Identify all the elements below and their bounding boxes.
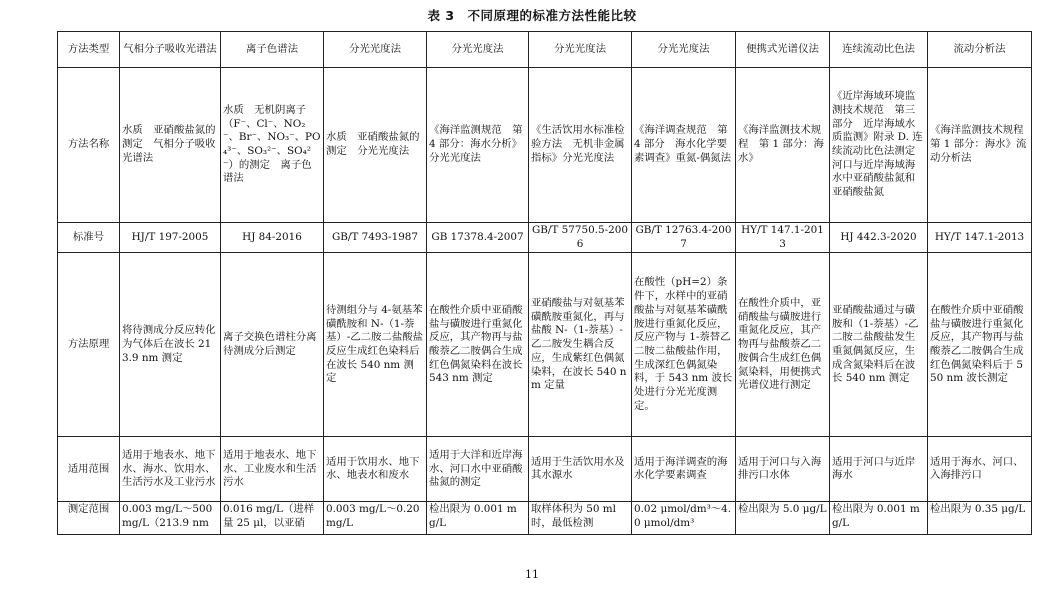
table-row: [58, 223, 1032, 253]
method-type-cell: 分光光度法: [529, 32, 632, 68]
table-row: [58, 502, 1032, 535]
method-type-cell: 气相分子吸收光谱法: [120, 32, 221, 68]
method-type-cell: 分光光度法: [632, 32, 736, 68]
table-row: [58, 68, 1032, 223]
method-principle-cell: 待测组分与 4-氨基苯磺酰胺和 N-（1-萘基）-乙二胺二盐酸盐反应生成红色染料后在波长 540 nm 测定: [324, 253, 427, 437]
method-type-cell: 便携式光谱仪法: [736, 32, 830, 68]
method-principle-cell: 在酸性介质中，亚硝酸盐与磺胺进行重氮化反应，其产物再与盐酸萘乙二胺偶合生成红色偶氮染料，用便携式光谱仪进行测定: [736, 253, 830, 437]
measurement-range-cell: 0.016 mg/L（进样量 25 μl，以亚硝: [221, 502, 324, 535]
measurement-range-cell: 检出限为 0.001 mg/L: [830, 502, 928, 535]
standard-number-cell: GB 17378.4-2007: [427, 223, 529, 253]
method-name-cell: 《近岸海域环境监测技术规范 第三部分 近岸海域水质监测》附录 D. 连续流动比色法测定河口与近岸海域海水中亚硝酸盐氮和亚硝酸盐氮: [830, 68, 928, 223]
method-name-cell: 《海洋监测技术规程 第 1 部分：海水》: [736, 68, 830, 223]
method-name-cell: 水质 亚硝酸盐氮的测定 气相分子吸收光谱法: [120, 68, 221, 223]
method-name-cell: 水质 亚硝酸盐氮的测定 分光光度法: [324, 68, 427, 223]
method-principle-cell: 在酸性（pH=2）条件下，水样中的亚硝酸盐与对氨基苯磺酰胺进行重氮化反应，反应产物与 1-萘替乙二胺二盐酸盐作用，生成深红色偶氮染料，于 543 nm 波长处进行分光光度测定。: [632, 253, 736, 437]
applicable-scope-cell: 适用于河口与入海排污口水体: [736, 437, 830, 502]
method-principle-cell: 亚硝酸盐通过与磺胺和（1-萘基）-乙二胺二盐酸盐发生重氮偶氮反应，生成含氮染料后在波长 540 nm 测定: [830, 253, 928, 437]
measurement-range-cell: 0.003 mg/L～0.20 mg/L: [324, 502, 427, 535]
applicable-scope-cell: 适用于海水、河口、入海排污口: [928, 437, 1032, 502]
measurement-range-cell: 取样体积为 50 ml 时，最低检测: [529, 502, 632, 535]
applicable-scope-cell: 适用于生活饮用水及其水源水: [529, 437, 632, 502]
table-row: [58, 253, 1032, 437]
standard-number-cell: HY/T 147.1-2013: [736, 223, 830, 253]
measurement-range-cell: 检出限为 0.001 mg/L: [427, 502, 529, 535]
row-label: 方法原理: [58, 253, 120, 437]
applicable-scope-cell: 适用于地表水、地下水、海水、饮用水、生活污水及工业污水: [120, 437, 221, 502]
row-label: 方法名称: [58, 68, 120, 223]
standard-number-cell: HY/T 147.1-2013: [928, 223, 1032, 253]
row-label: 标准号: [58, 223, 120, 253]
standard-number-cell: GB/T 12763.4-2007: [632, 223, 736, 253]
method-name-cell: 《海洋监测规范 第 4 部分：海水分析》分光光度法: [427, 68, 529, 223]
row-label: 方法类型: [58, 32, 120, 68]
measurement-range-cell: 检出限为 5.0 μg/L: [736, 502, 830, 535]
table-row: [58, 437, 1032, 502]
applicable-scope-cell: 适用于大洋和近岸海水、河口水中亚硝酸盐氮的测定: [427, 437, 529, 502]
method-name-cell: 《生活饮用水标准检验方法 无机非金属指标》分光光度法: [529, 68, 632, 223]
table-caption: 表 3 不同原理的标准方法性能比较: [427, 8, 637, 23]
method-principle-cell: 离子交换色谱柱分离待测成分后测定: [221, 253, 324, 437]
standard-number-cell: HJ 84-2016: [221, 223, 324, 253]
method-name-cell: 水质 无机阴离子（F⁻、Cl⁻、NO₂⁻、Br⁻、NO₃⁻、PO₄³⁻、SO₃²⁻、SO₄²⁻）的测定 离子色谱法: [221, 68, 324, 223]
standard-number-cell: HJ 442.3-2020: [830, 223, 928, 253]
row-label: 适用范围: [58, 437, 120, 502]
method-type-cell: 离子色谱法: [221, 32, 324, 68]
table-row: [58, 32, 1032, 68]
method-comparison-table: [57, 31, 1032, 535]
method-name-cell: 《海洋监测技术规程 第 1 部分：海水》流动分析法: [928, 68, 1032, 223]
page-number: 11: [525, 568, 539, 581]
method-principle-cell: 亚硝酸盐与对氨基苯磺酰胺重氮化，再与盐酸 N-（1-萘基）-乙二胺发生耦合反应，生成紫红色偶氮染料，在波长 540 nm 定量: [529, 253, 632, 437]
method-name-cell: 《海洋调查规范 第 4 部分 海水化学要素调查》重氮-偶氮法: [632, 68, 736, 223]
measurement-range-cell: 检出限为 0.35 μg/L: [928, 502, 1032, 535]
method-principle-cell: 将待测成分反应转化为气体后在波长 213.9 nm 测定: [120, 253, 221, 437]
measurement-range-cell: 0.02 μmol/dm³～4.0 μmol/dm³: [632, 502, 736, 535]
applicable-scope-cell: 适用于海洋调查的海水化学要素调查: [632, 437, 736, 502]
measurement-range-cell: 0.003 mg/L～500 mg/L（213.9 nm: [120, 502, 221, 535]
method-type-cell: 连续流动比色法: [830, 32, 928, 68]
method-type-cell: 分光光度法: [427, 32, 529, 68]
applicable-scope-cell: 适用于饮用水、地下水、地表水和废水: [324, 437, 427, 502]
method-principle-cell: 在酸性介质中亚硝酸盐与磺胺进行重氮化反应，其产物再与盐酸萘乙二胺偶合生成红色偶氮染料在波长 543 nm 测定: [427, 253, 529, 437]
standard-number-cell: GB/T 7493-1987: [324, 223, 427, 253]
method-type-cell: 流动分析法: [928, 32, 1032, 68]
applicable-scope-cell: 适用于地表水、地下水、工业废水和生活污水: [221, 437, 324, 502]
applicable-scope-cell: 适用于河口与近岸海水: [830, 437, 928, 502]
row-label: 测定范围: [58, 502, 120, 535]
standard-number-cell: GB/T 57750.5-2006: [529, 223, 632, 253]
method-type-cell: 分光光度法: [324, 32, 427, 68]
method-principle-cell: 在酸性介质中亚硝酸盐与磺胺进行重氮化反应，其产物再与盐酸萘乙二胺偶合生成红色偶氮染料后于 550 nm 波长测定: [928, 253, 1032, 437]
standard-number-cell: HJ/T 197-2005: [120, 223, 221, 253]
